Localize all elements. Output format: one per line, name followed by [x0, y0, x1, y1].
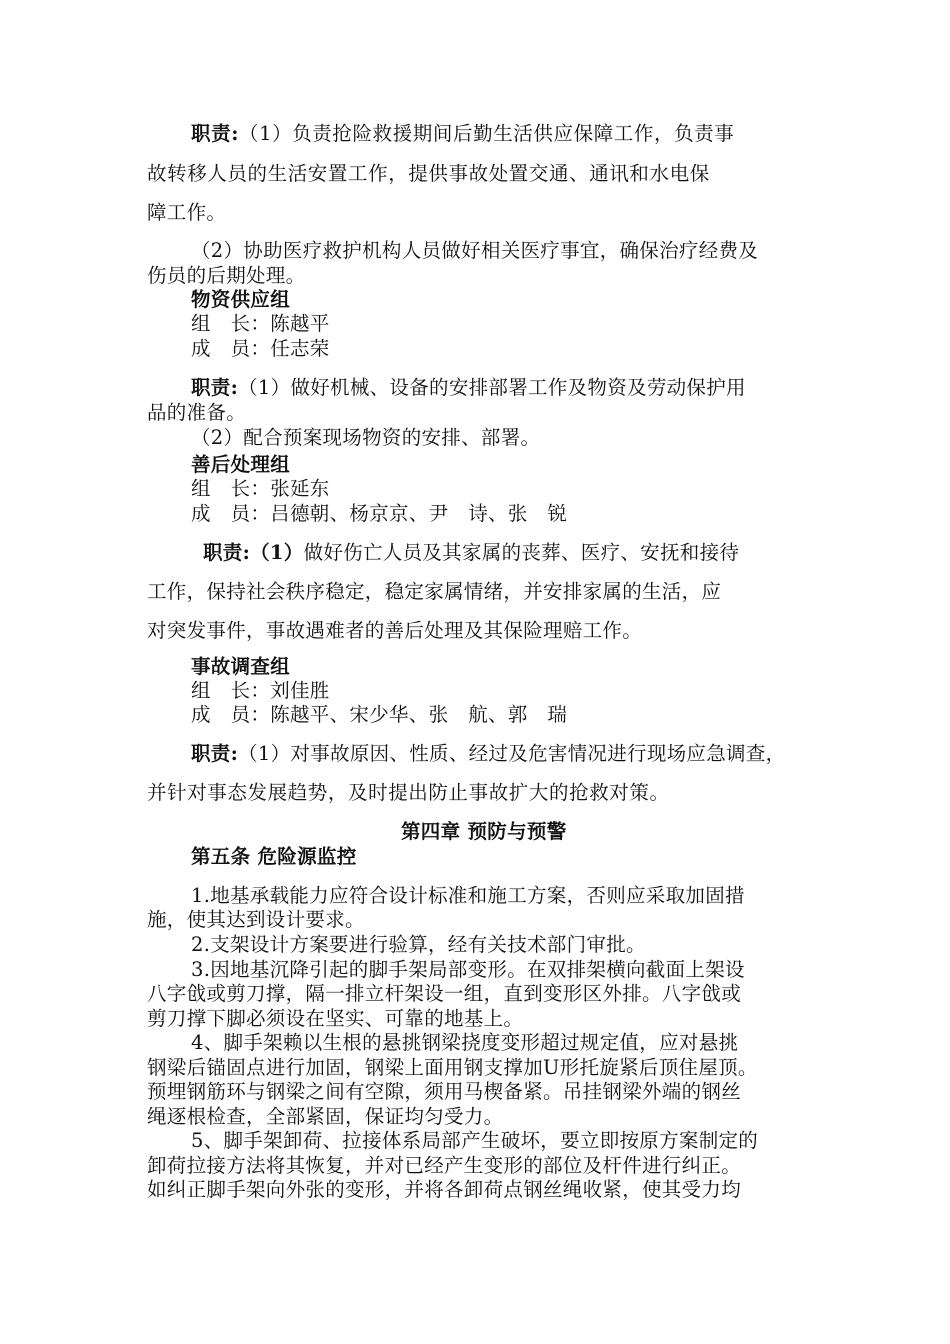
logistics-duty2-line-1: （2）协助医疗救护机构人员做好相关医疗事宜，确保治疗经费及 — [191, 239, 759, 262]
duty-label: 职责: — [191, 376, 239, 399]
investigation-duty-line-2: 并针对事态发展趋势，及时提出防止事故扩大的抢救对策。 — [147, 781, 670, 804]
logistics-duty-line-2: 故转移人员的生活安置工作，提供事故处置交通、通讯和水电保 — [147, 162, 710, 185]
investigation-group-members: 成 员：陈越平、宋少华、张 航、郭 瑞 — [191, 703, 568, 726]
aftermath-group-leader: 组 长：张延东 — [191, 477, 330, 500]
supply-group-members: 成 员：任志荣 — [191, 337, 330, 360]
item-line: 施，使其达到设计要求。 — [147, 908, 365, 931]
aftermath-duty-line-3: 对突发事件，事故遇难者的善后处理及其保险理赔工作。 — [147, 619, 643, 642]
item-line: 绳逐根检查，全部紧固，保证均匀受力。 — [147, 1105, 504, 1128]
item-line: 2.支架设计方案要进行验算，经有关技术部门审批。 — [191, 933, 646, 956]
logistics-duty-line-1: 职责:（1）负责抢险救援期间后勤生活供应保障工作，负责事 — [191, 122, 735, 145]
item-line: 3.因地基沉降引起的脚手架局部变形。在双排架横向截面上架设 — [191, 958, 745, 981]
item-line: 如纠正脚手架向外张的变形，并将各卸荷点钢丝绳收紧，使其受力均 — [147, 1178, 742, 1201]
duty-label: 职责:（1） — [203, 541, 304, 564]
supply-group-title: 物资供应组 — [191, 288, 291, 311]
logistics-duty-line-3: 障工作。 — [147, 201, 227, 224]
aftermath-duty-line-1: 职责:（1）做好伤亡人员及其家属的丧葬、医疗、安抚和接待 — [203, 541, 740, 564]
item-line: 5、脚手架卸荷、拉接体系局部产生破坏，要立即按原方案制定的 — [191, 1129, 759, 1152]
item-line: 八字戗或剪刀撑，隔一排立杆架设一组，直到变形区外排。八字戗或 — [147, 982, 742, 1005]
aftermath-duty-line-2: 工作，保持社会秩序稳定，稳定家属情绪，并安排家属的生活，应 — [147, 580, 722, 603]
duty-label: 职责: — [191, 122, 239, 145]
item-line: 1.地基承载能力应符合设计标准和施工方案，否则应采取加固措 — [191, 884, 745, 907]
aftermath-group-title: 善后处理组 — [191, 453, 291, 476]
article-title: 第五条 危险源监控 — [191, 845, 357, 868]
duty-label: 职责: — [191, 742, 239, 765]
supply-duty-line-2: 品的准备。 — [147, 401, 247, 424]
item-line: 卸荷拉接方法将其恢复，并对已经产生变形的部位及杆件进行纠正。 — [147, 1154, 742, 1177]
supply-duty-line-1: 职责:（1）做好机械、设备的安排部署工作及物资及劳动保护用 — [191, 376, 746, 399]
supply-group-leader: 组 长：陈越平 — [191, 312, 330, 335]
item-line: 4、脚手架赖以生根的悬挑钢梁挠度变形超过规定值，应对悬挑 — [191, 1031, 739, 1054]
logistics-duty2-line-2: 伤员的后期处理。 — [147, 264, 306, 287]
item-line: 钢梁后锚固点进行加固，钢梁上面用钢支撑加U形托旋紧后顶住屋顶。 — [147, 1056, 758, 1079]
aftermath-group-members: 成 员：吕德朝、杨京京、尹 诗、张 锐 — [191, 502, 568, 525]
item-line: 剪刀撑下脚必须设在坚实、可靠的地基上。 — [147, 1007, 524, 1030]
investigation-duty-line-1: 职责:（1）对事故原因、性质、经过及危害情况进行现场应急调查， — [191, 742, 786, 765]
item-line: 预埋钢筋环与钢梁之间有空隙，须用马楔备紧。吊挂钢梁外端的钢丝 — [147, 1080, 742, 1103]
chapter-title: 第四章 预防与预警 — [401, 820, 567, 843]
investigation-group-leader: 组 长：刘佳胜 — [191, 679, 330, 702]
investigation-group-title: 事故调查组 — [191, 655, 291, 678]
supply-duty2: （2）配合预案现场物资的安排、部署。 — [191, 426, 541, 449]
